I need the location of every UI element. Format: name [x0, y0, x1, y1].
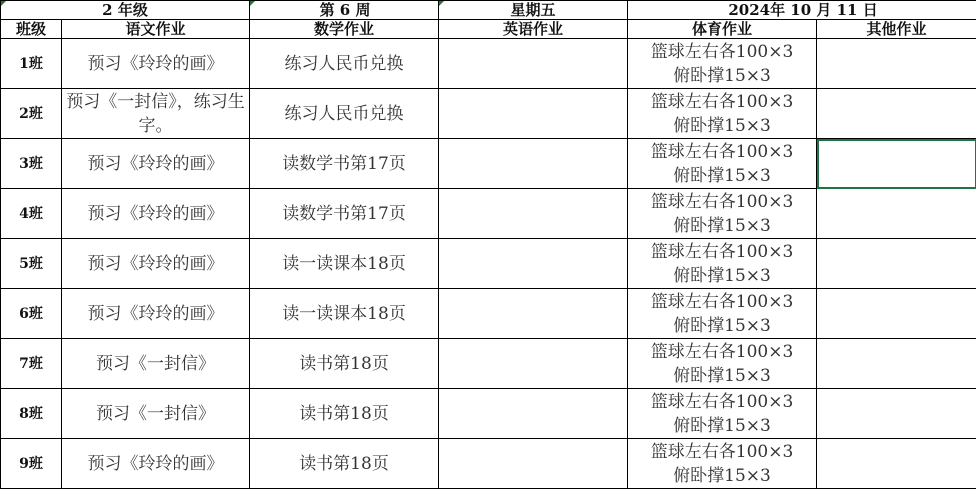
- class-cell[interactable]: 3班: [1, 139, 62, 189]
- table-body: [1, 39, 976, 489]
- chinese-homework-cell[interactable]: 预习《玲玲的画》: [62, 239, 250, 289]
- week-cell[interactable]: 第 6 周: [250, 1, 439, 20]
- chinese-homework-cell[interactable]: 预习《一封信》: [62, 389, 250, 439]
- english-homework-cell[interactable]: [439, 389, 628, 439]
- other-homework-cell[interactable]: [817, 289, 976, 339]
- pe-homework-cell[interactable]: [628, 239, 817, 289]
- english-homework-cell[interactable]: [439, 339, 628, 389]
- pe-homework-cell[interactable]: [628, 439, 817, 489]
- pe-homework-cell[interactable]: [628, 189, 817, 239]
- date-cell[interactable]: 2024年 10 月 11 日: [628, 1, 976, 20]
- header-other[interactable]: 其他作业: [817, 20, 976, 39]
- math-homework-cell[interactable]: 练习人民币兑换: [250, 89, 439, 139]
- pe-line-2: 俯卧撑15×3: [632, 464, 812, 488]
- class-cell[interactable]: 8班: [1, 389, 62, 439]
- chinese-homework-cell[interactable]: 预习《一封信》，练习生字。: [62, 89, 250, 139]
- other-homework-cell[interactable]: [817, 139, 976, 189]
- class-cell[interactable]: 2班: [1, 89, 62, 139]
- title-row: [1, 1, 976, 20]
- math-homework-cell[interactable]: 读一读课本18页: [250, 289, 439, 339]
- table-row: [1, 339, 976, 389]
- math-homework-cell[interactable]: 读一读课本18页: [250, 239, 439, 289]
- other-homework-cell[interactable]: [817, 189, 976, 239]
- math-homework-cell[interactable]: 读数学书第17页: [250, 189, 439, 239]
- header-row: [1, 20, 976, 39]
- pe-line-1: 篮球左右各100×3: [632, 440, 812, 464]
- pe-line-2: 俯卧撑15×3: [632, 264, 812, 288]
- pe-line-2: 俯卧撑15×3: [632, 114, 812, 138]
- pe-line-1: 篮球左右各100×3: [632, 40, 812, 64]
- class-cell[interactable]: 4班: [1, 189, 62, 239]
- other-homework-cell[interactable]: [817, 339, 976, 389]
- weekday-cell[interactable]: 星期五: [439, 1, 628, 20]
- chinese-homework-cell[interactable]: 预习《一封信》: [62, 339, 250, 389]
- pe-homework-cell[interactable]: [628, 289, 817, 339]
- math-homework-cell[interactable]: 读书第18页: [250, 389, 439, 439]
- header-english[interactable]: 英语作业: [439, 20, 628, 39]
- chinese-homework-cell[interactable]: 预习《玲玲的画》: [62, 39, 250, 89]
- pe-homework-cell[interactable]: [628, 389, 817, 439]
- table-row: [1, 439, 976, 489]
- other-homework-cell[interactable]: [817, 89, 976, 139]
- table-row: [1, 289, 976, 339]
- table-row: [1, 39, 976, 89]
- math-homework-cell[interactable]: 练习人民币兑换: [250, 39, 439, 89]
- other-homework-cell[interactable]: [817, 389, 976, 439]
- header-pe[interactable]: 体育作业: [628, 20, 817, 39]
- class-cell[interactable]: 7班: [1, 339, 62, 389]
- class-cell[interactable]: 5班: [1, 239, 62, 289]
- pe-line-1: 篮球左右各100×3: [632, 240, 812, 264]
- class-cell[interactable]: 6班: [1, 289, 62, 339]
- pe-line-1: 篮球左右各100×3: [632, 190, 812, 214]
- class-cell[interactable]: 1班: [1, 39, 62, 89]
- chinese-homework-cell[interactable]: 预习《玲玲的画》: [62, 439, 250, 489]
- other-homework-cell[interactable]: [817, 439, 976, 489]
- other-homework-cell[interactable]: [817, 39, 976, 89]
- pe-line-1: 篮球左右各100×3: [632, 140, 812, 164]
- math-homework-cell[interactable]: 读数学书第17页: [250, 139, 439, 189]
- chinese-homework-cell[interactable]: 预习《玲玲的画》: [62, 139, 250, 189]
- table-row: [1, 389, 976, 439]
- table-row: [1, 239, 976, 289]
- pe-homework-cell[interactable]: [628, 139, 817, 189]
- pe-line-1: 篮球左右各100×3: [632, 390, 812, 414]
- table-row: [1, 89, 976, 139]
- math-homework-cell[interactable]: 读书第18页: [250, 339, 439, 389]
- pe-line-1: 篮球左右各100×3: [632, 340, 812, 364]
- table-row: [1, 189, 976, 239]
- english-homework-cell[interactable]: [439, 439, 628, 489]
- pe-homework-cell[interactable]: [628, 339, 817, 389]
- pe-homework-cell[interactable]: [628, 89, 817, 139]
- pe-line-2: 俯卧撑15×3: [632, 414, 812, 438]
- pe-line-2: 俯卧撑15×3: [632, 164, 812, 188]
- english-homework-cell[interactable]: [439, 89, 628, 139]
- header-class[interactable]: 班级: [1, 20, 62, 39]
- chinese-homework-cell[interactable]: 预习《玲玲的画》: [62, 289, 250, 339]
- chinese-homework-cell[interactable]: 预习《玲玲的画》: [62, 189, 250, 239]
- pe-line-2: 俯卧撑15×3: [632, 364, 812, 388]
- pe-homework-cell[interactable]: [628, 39, 817, 89]
- pe-line-2: 俯卧撑15×3: [632, 214, 812, 238]
- header-math[interactable]: 数学作业: [250, 20, 439, 39]
- pe-line-2: 俯卧撑15×3: [632, 64, 812, 88]
- header-chinese[interactable]: 语文作业: [62, 20, 250, 39]
- grade-cell[interactable]: 2 年级: [1, 1, 250, 20]
- english-homework-cell[interactable]: [439, 139, 628, 189]
- math-homework-cell[interactable]: 读书第18页: [250, 439, 439, 489]
- pe-line-1: 篮球左右各100×3: [632, 290, 812, 314]
- english-homework-cell[interactable]: [439, 189, 628, 239]
- pe-line-2: 俯卧撑15×3: [632, 314, 812, 338]
- english-homework-cell[interactable]: [439, 289, 628, 339]
- other-homework-cell[interactable]: [817, 239, 976, 289]
- class-cell[interactable]: 9班: [1, 439, 62, 489]
- table-row: [1, 139, 976, 189]
- english-homework-cell[interactable]: [439, 239, 628, 289]
- english-homework-cell[interactable]: [439, 39, 628, 89]
- pe-line-1: 篮球左右各100×3: [632, 90, 812, 114]
